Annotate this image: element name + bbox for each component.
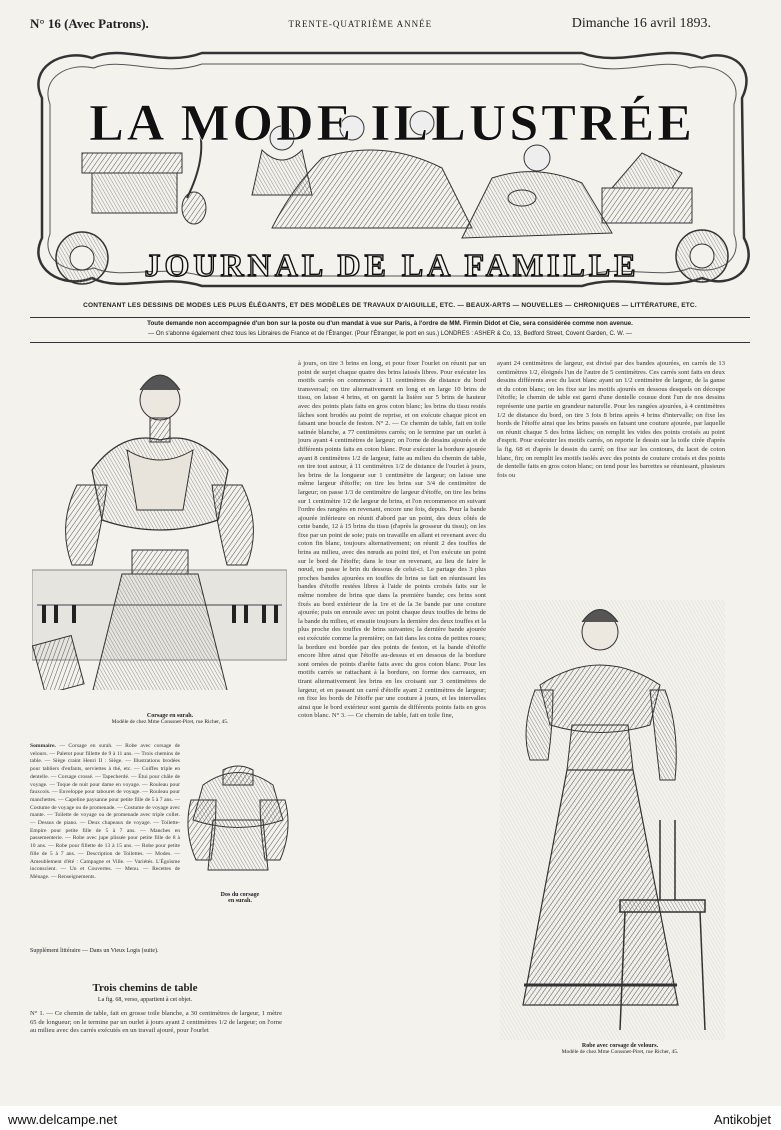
masthead-title: LA MODE ILLUSTRÉE [89, 95, 695, 152]
watermark-antikobjet: Antikobjet [713, 1112, 771, 1127]
section-title: Trois chemins de table [92, 982, 198, 994]
issue-header [30, 14, 711, 34]
tagline: CONTENANT LES DESSINS DE MODES LES PLUS ÉLÉGANTS, ET DES MODÈLES DE TRAVAUX D'AIGUILLE, ETC. — BEAUX-ARTS — NOUVELLES — CHRONIQUES — LITTÉRATURE, ETC. [83, 302, 697, 309]
masthead-engraving [22, 38, 762, 296]
article-column-1: N° 1. — Ce chemin de table, fait en grosse toile blanche, a 30 centimètres de largeur, 1 mètre 65 de longueur; on le termine par un ourlet à jours ayant 2 centimètres 1/2 de largeur; on l'orne au milieu avec des carrés exécutés en un travail ajouré, pour l'ourlet [30, 1010, 282, 1035]
corsage-caption [60, 713, 280, 725]
robe-caption [510, 1043, 730, 1055]
watermark-strip [0, 1106, 781, 1130]
supplement-line: Supplément littéraire — Dans un Vieux Logis (suite). [30, 948, 159, 954]
sommaire-label: Sommaire. [30, 743, 56, 749]
corsage-title: Corsage en surah. [146, 713, 194, 719]
corsage-credit: Modèle de chez Mme Conssnet-Piret, rue Richer, 45. [111, 719, 229, 725]
notice: Toute demande non accompagnée d'un bon sur la poste ou d'un mandat à vue sur Paris, à l'ordre de MM. Firmin Didot et Cie, sera considérée comme non avenue. [147, 320, 633, 327]
dos-subtitle: en surah. [228, 898, 252, 904]
article-column-3: ayant 24 centimètres de largeur, est divisé par des bandes ajourées, en carrés de 13 centimètres 1/2, éloignés l'un de l'autre de 5 centimètres. Ces carrés sont faits en deux dessins différents avec du lacet blanc ayant un 1/2 centimètre de largeur, de la ganse et du coton blanc; on les fixe sur les motifs ajourés en dessous desquels on découpe l'étoffe; le chemin de table est garni d'une dentelle cousue dont l'un de nos dessins représente une partie en grandeur naturelle. Pour les rangées ajourées, à 4 centimètres 1/2 de distance du bord, on tire 3 fois 8 brins après 4 brins d'intervalle; on fixe les bords de l'étoffe ainsi que les brins passés en faisant une couture ajourée, par laquelle on réunit chaque 5 des brins lâches; on remplit les vides des points croisés au point d'esprit. Pour exécuter les motifs carrés, on reporte le dessin sur la toile cirée d'après la fig. 68 et d'après le dessin du carré; on fixe sur les contours, du lacet de coton blanc, fin; on remplit les motifs isolés avec des points de couture croisés et des points de dentelle faits en gros coton blanc; on tend pour les barrettes se réunissant, plusieurs fois ou [497, 360, 725, 479]
rule-divider [30, 342, 750, 343]
robe-title: Robe avec corsage de velours. [581, 1043, 659, 1049]
issue-date: Dimanche 16 avril 1893. [571, 16, 711, 31]
corsage-illustration [32, 360, 287, 690]
robe-illustration [500, 600, 725, 1040]
dos-title: Dos du corsage [220, 892, 260, 898]
article-column-2: à jours, on tire 3 brins en long, et pour fixer l'ourlet on réunit par un point de surjet chaque quatre des brins laissés libres. Pour exécuter les motifs carrés on commence à 11 centimètres de distance du bord transversal; on tire alternativement en long et en large 10 brins de tissu, on laisse 4 brins, et on garnit la lisière sur 5 brins de hauteur avec des points plats faits en gros coton blanc; les brins du tissu restés lâches sont brodés au point de reprise, et on exécute chaque picot en faisant une boucle de feston. N° 2. — Ce chemin de table, fait en toile satinée blanche, a 77 centimètres carrés; on le termine par un ourlet à jours ayant 4 centimètres de largeur; on l'orne de dessins ajourés et de différents points faits en coton blanc. Pour exécuter la bordure ajourée ayant 8 centimètres 1/2 de largeur, faite au milieu du chemin de table, on tire tout autour, à 11 centimètres 1/2 de distance de l'ourlet à jours, les brins de la longueur sur 1 centimètre de largeur; on laisse une même largeur d'étoffe; on tire les brins sur 3/4 de centimètre de largeur; on passe 1/3 de centimètre de largeur d'étoffe, on tire les brins sur 1 centimètre 1/2 de largeur de brins, et l'on recommence en suivant l'ordre des rangées en revenant, encore une fois, depuis. Pour la bande ajourée inférieure on réunit d'abord par un point, des deux côtés de cette bande, 12 à 15 brins du tissu (d'après la grosseur du tissu); on les fixe par un point de soie; puis on travaille en allant et revenant avec du coton fin blanc, toujours alternativement; on réunit 2 des touffes de brins au milieu, avec des nœuds au point tiré, et l'on exécute un point sur le bord de l'étoffe; dans le tour en revenant, au lieu de faire le nœud, on passe le brin du dessous de celui-ci. Le partage des 3 plus proches bandes ajourées en touffes de brins se fait en réunissant les bandes d'étoffe restées libres à l'aide de points croisés faits sur le même nombre de brins que dans la première bande; ces brins sont fixés au bord extérieur de la 1re et de la 3e bande par une couture ajourée; puis on enroule avec un point chaque deux touffes de brins de la bande du milieu, et ensuite toujours la dernière des deux touffes et la plus proche des touffes de brins suivantes; la dernière bande ajourée est exécutée comme la première; on fait dans les coins de petites roues; la bordure est bordée par des points de feston, et la bande d'étoffe encore libre ainsi que l'étoffe au-dessus et en dessous de la bordure sont ornées de points d'arête faits avec du gros coton blanc. Pour les motifs carrés se rattachant à la bordure, on forme des carreaux, en tirant alternativement les brins en les croisant sur 3 centimètres de largeur, et en passant un carré d'étoffe ayant 2 centimètres de largeur; on fixe les bords de l'étoffe par une couture à jours, et les intervalles ainsi que le bord extérieur sont garnis de différents points faits en gros coton blanc. N° 3. — Ce chemin de table, fait en toile fine, [298, 360, 486, 720]
sommaire-text: — Corsage en surah. — Robe avec corsage de velours. — Paletot pour fillette de 9 à 11 ans. — Trois chemins de table. — Siège craint Henri II : Siège. — Illustrations brodées pour tabliers d'enfants, serviettes à thé, etc. — Coiffes triple en dentelle. — Corsage crossé. — Tapecherdé. — Étui pour châle de voyage. — Toque de nuit pour dame en voyage. — Rouleau pour fauxcols. — Enveloppe pour tabouret de voyage. — Rouleau pour manchettes. — Capeline paysanne pour petite fille de 5 à 7 ans. — Costume de voyage ou de promenade. — Costume de voyage avec mante. — Toilette de voyage ou de promenade avec triple collet. — Dessus de piano. — Deux chapeaux de voyage. — Toilette-Empire pour petite fille de 5 à 7 ans. — Manches en passementerie. — Robe avec jupe plissée pour petite fille de 8 à 10 ans. — Robe pour fillette de 13 à 15 ans. — Robe pour petite fille de 5 à 7 ans. — Description de Toilettes. — Modes. — Ameublement d'été : Campagne et Ville. — Variétés. L'Égoïsme inconscient. — Un et Couvertes. — Menu. — Recettes de Ménage. — Renseignements. [30, 743, 180, 880]
issue-number: N° 16 (Avec Patrons). [30, 16, 149, 31]
robe-credit: Modèle de chez Mme Conssnet-Piret, rue Richer, 45. [561, 1049, 679, 1055]
section-subtitle: La fig. 68, verso, appartient à cet objet. [97, 997, 193, 1003]
watermark-delcampe: www.delcampe.net [8, 1112, 118, 1127]
sommaire [30, 743, 180, 882]
subscription-notice: — On s'abonne également chez tous les Libraires de France et de l'Étranger. (Pour l'Étranger, le port en sus.) LONDRES : ASHER & Co, 13, Bedford Street, Covent Garden, C. W. — [148, 331, 632, 337]
dos-caption [190, 892, 290, 904]
masthead-subtitle: JOURNAL DE LA FAMILLE [144, 247, 640, 283]
dos-corsage-illustration [183, 760, 293, 875]
rule-divider [30, 317, 750, 318]
issue-year: TRENTE-QUATRIÈME ANNÉE [288, 19, 433, 29]
